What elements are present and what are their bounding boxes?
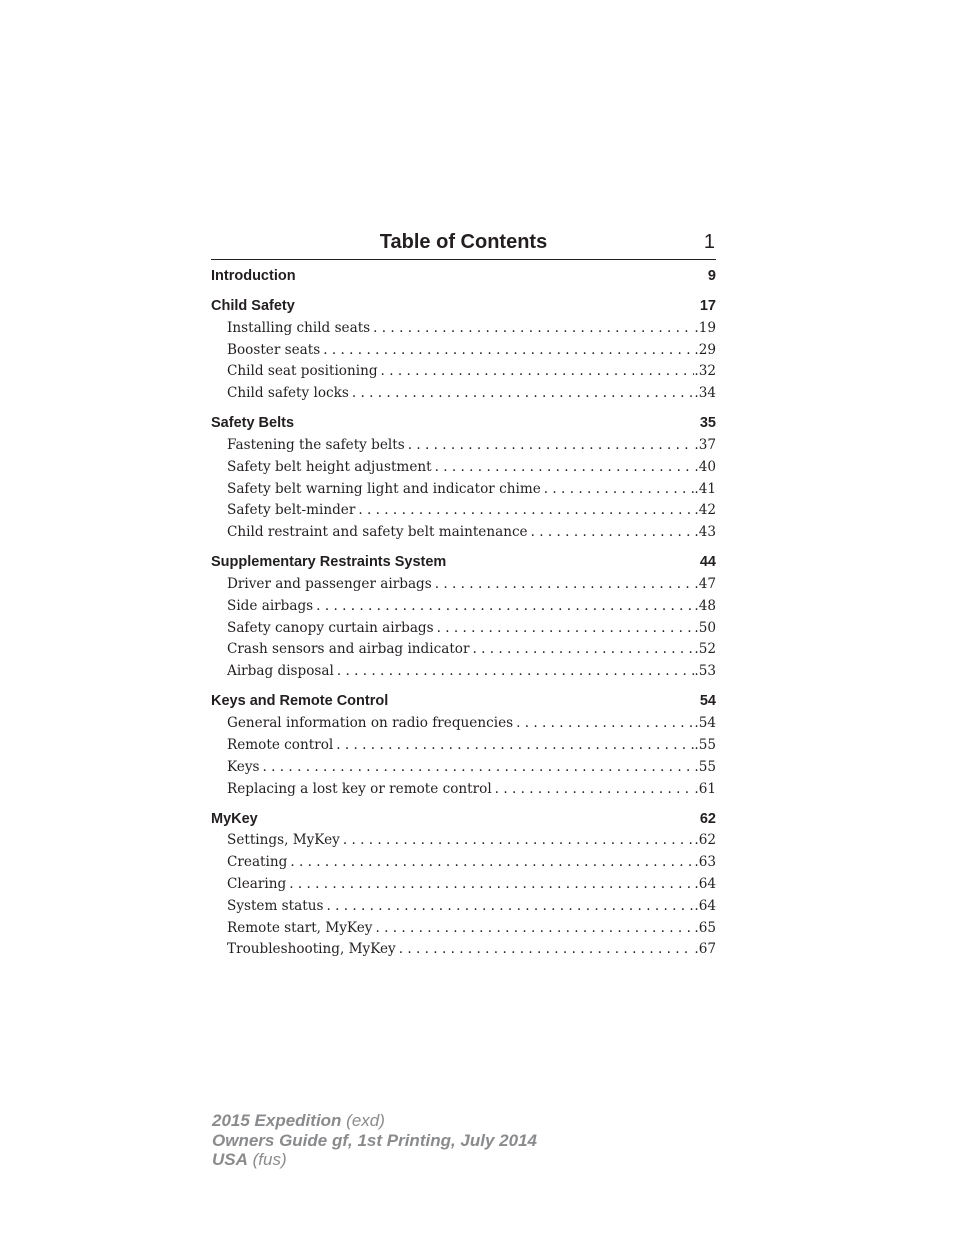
dot-leader bbox=[358, 500, 694, 522]
page-title: Table of Contents bbox=[379, 231, 548, 253]
entry-label: Booster seats bbox=[227, 341, 321, 358]
toc-entry[interactable] bbox=[211, 852, 716, 874]
entry-label: Clearing bbox=[227, 876, 287, 893]
dot-leader bbox=[495, 779, 695, 801]
toc-entry[interactable] bbox=[211, 830, 716, 852]
section-heading-row[interactable] bbox=[211, 296, 716, 318]
entry-page: .40 bbox=[694, 458, 716, 475]
section-title: Keys and Remote Control bbox=[211, 693, 389, 710]
entry-label: Safety belt-minder bbox=[227, 502, 356, 519]
entry-label: Creating bbox=[227, 854, 288, 871]
section-page: 54 bbox=[699, 693, 716, 710]
dot-leader bbox=[316, 596, 694, 618]
footer-market: USA bbox=[212, 1150, 248, 1169]
toc-entry[interactable] bbox=[211, 435, 716, 457]
toc-entry[interactable] bbox=[211, 596, 716, 618]
section-title: Child Safety bbox=[211, 298, 295, 315]
entry-page: .19 bbox=[694, 319, 716, 336]
dot-leader bbox=[323, 340, 694, 362]
dot-leader bbox=[373, 318, 694, 340]
toc-entry[interactable] bbox=[211, 318, 716, 340]
footer-line-model bbox=[212, 1111, 537, 1131]
dot-leader bbox=[435, 457, 695, 479]
entry-page: .48 bbox=[694, 597, 716, 614]
entry-page: .62 bbox=[694, 832, 716, 849]
entry-page: .64 bbox=[694, 876, 716, 893]
entry-page: .63 bbox=[694, 854, 716, 871]
entry-label: Crash sensors and airbag indicator bbox=[227, 641, 470, 658]
dot-leader bbox=[375, 918, 694, 940]
toc-entry[interactable] bbox=[211, 383, 716, 405]
dot-leader bbox=[381, 361, 695, 383]
entry-page: .32 bbox=[694, 363, 716, 380]
toc-entry[interactable] bbox=[211, 457, 716, 479]
entry-page: .37 bbox=[694, 437, 716, 454]
toc-entry[interactable] bbox=[211, 757, 716, 779]
toc-entry[interactable] bbox=[211, 713, 716, 735]
entry-page: .54 bbox=[694, 715, 716, 732]
entry-label: Remote control bbox=[227, 736, 334, 753]
toc-section bbox=[211, 552, 716, 683]
toc-section bbox=[211, 809, 716, 961]
dot-leader bbox=[472, 639, 694, 661]
dot-leader bbox=[290, 852, 694, 874]
entry-page: .67 bbox=[694, 941, 716, 958]
toc-entry[interactable] bbox=[211, 779, 716, 801]
entry-page: .52 bbox=[694, 641, 716, 658]
toc-entry[interactable] bbox=[211, 874, 716, 896]
toc-entry[interactable] bbox=[211, 918, 716, 940]
toc-entry[interactable] bbox=[211, 361, 716, 383]
entry-label: Troubleshooting, MyKey bbox=[227, 941, 396, 958]
dot-leader bbox=[437, 618, 695, 640]
entry-label: General information on radio frequencies bbox=[227, 715, 514, 732]
entry-page: .47 bbox=[694, 576, 716, 593]
footer-printing-info: Owners Guide gf, 1st Printing, July 2014 bbox=[212, 1130, 537, 1150]
entry-page: .65 bbox=[694, 919, 716, 936]
section-heading-row[interactable] bbox=[211, 413, 716, 435]
section-heading-row[interactable] bbox=[211, 691, 716, 713]
page-number: 1 bbox=[703, 231, 715, 253]
toc-entry[interactable] bbox=[211, 522, 716, 544]
dot-leader bbox=[516, 713, 694, 735]
entry-page: .64 bbox=[694, 897, 716, 914]
dot-leader bbox=[343, 830, 695, 852]
section-heading-row[interactable] bbox=[211, 552, 716, 574]
toc-entry[interactable] bbox=[211, 479, 716, 501]
entry-label: Child restraint and safety belt maintenance bbox=[227, 524, 528, 541]
entry-label: Settings, MyKey bbox=[227, 832, 340, 849]
entry-page: .34 bbox=[694, 385, 716, 402]
footer-line-printing bbox=[212, 1131, 537, 1151]
section-page: 9 bbox=[707, 268, 716, 284]
entry-label: Safety belt warning light and indicator chime bbox=[227, 480, 541, 497]
dot-leader bbox=[408, 435, 695, 457]
entry-label: Safety canopy curtain airbags bbox=[227, 619, 434, 636]
entry-page: .50 bbox=[694, 619, 716, 636]
dot-leader bbox=[326, 896, 694, 918]
section-page: 44 bbox=[699, 554, 716, 571]
entry-label: Fastening the safety belts bbox=[227, 437, 405, 454]
toc-entry[interactable] bbox=[211, 939, 716, 961]
toc-list bbox=[211, 266, 716, 961]
dot-leader bbox=[289, 874, 694, 896]
toc-entry[interactable] bbox=[211, 639, 716, 661]
dot-leader bbox=[544, 479, 695, 501]
entry-page: .42 bbox=[694, 502, 716, 519]
entry-label: Keys bbox=[227, 758, 260, 775]
dot-leader bbox=[336, 735, 694, 757]
dot-leader bbox=[352, 383, 695, 405]
toc-entry[interactable] bbox=[211, 500, 716, 522]
entry-label: Remote start, MyKey bbox=[227, 919, 373, 936]
toc-entry[interactable] bbox=[211, 340, 716, 362]
entry-page: .53 bbox=[694, 663, 716, 680]
section-page: 35 bbox=[699, 415, 716, 432]
section-heading-row[interactable] bbox=[211, 266, 716, 288]
toc-section bbox=[211, 266, 716, 288]
toc-entry[interactable] bbox=[211, 735, 716, 757]
section-title: Safety Belts bbox=[211, 415, 295, 432]
section-title: Supplementary Restraints System bbox=[211, 554, 447, 571]
entry-page: .61 bbox=[694, 780, 716, 797]
entry-label: Airbag disposal bbox=[227, 663, 334, 680]
footer-model-name: 2015 Expedition bbox=[212, 1111, 342, 1130]
entry-label: Safety belt height adjustment bbox=[227, 458, 432, 475]
toc-entry[interactable] bbox=[211, 618, 716, 640]
footer-line-market bbox=[212, 1150, 537, 1170]
entry-label: Driver and passenger airbags bbox=[227, 576, 432, 593]
entry-label: System status bbox=[227, 897, 324, 914]
document-footer bbox=[212, 1111, 537, 1170]
dot-leader bbox=[531, 522, 695, 544]
entry-page: .41 bbox=[694, 480, 716, 497]
entry-label: Child seat positioning bbox=[227, 363, 378, 380]
entry-page: .29 bbox=[694, 341, 716, 358]
footer-model-code: (exd) bbox=[346, 1111, 385, 1130]
entry-label: Child safety locks bbox=[227, 385, 349, 402]
toc-entry[interactable] bbox=[211, 574, 716, 596]
entry-label: Side airbags bbox=[227, 597, 314, 614]
entry-page: .43 bbox=[694, 524, 716, 541]
dot-leader bbox=[399, 939, 695, 961]
dot-leader bbox=[337, 661, 695, 683]
footer-market-code: (fus) bbox=[252, 1150, 287, 1169]
section-heading-row[interactable] bbox=[211, 809, 716, 831]
dot-leader bbox=[435, 574, 695, 596]
section-page: 17 bbox=[699, 298, 716, 315]
toc-entry[interactable] bbox=[211, 896, 716, 918]
toc-section bbox=[211, 296, 716, 405]
section-title: Introduction bbox=[211, 268, 296, 284]
section-page: 62 bbox=[699, 810, 716, 827]
toc-header bbox=[211, 229, 716, 260]
section-title: MyKey bbox=[211, 810, 258, 827]
entry-label: Replacing a lost key or remote control bbox=[227, 780, 492, 797]
toc-section bbox=[211, 691, 716, 800]
toc-section bbox=[211, 413, 716, 544]
entry-page: .55 bbox=[694, 736, 716, 753]
toc-entry[interactable] bbox=[211, 661, 716, 683]
dot-leader bbox=[263, 757, 695, 779]
entry-page: .55 bbox=[694, 758, 716, 775]
entry-label: Installing child seats bbox=[227, 319, 371, 336]
